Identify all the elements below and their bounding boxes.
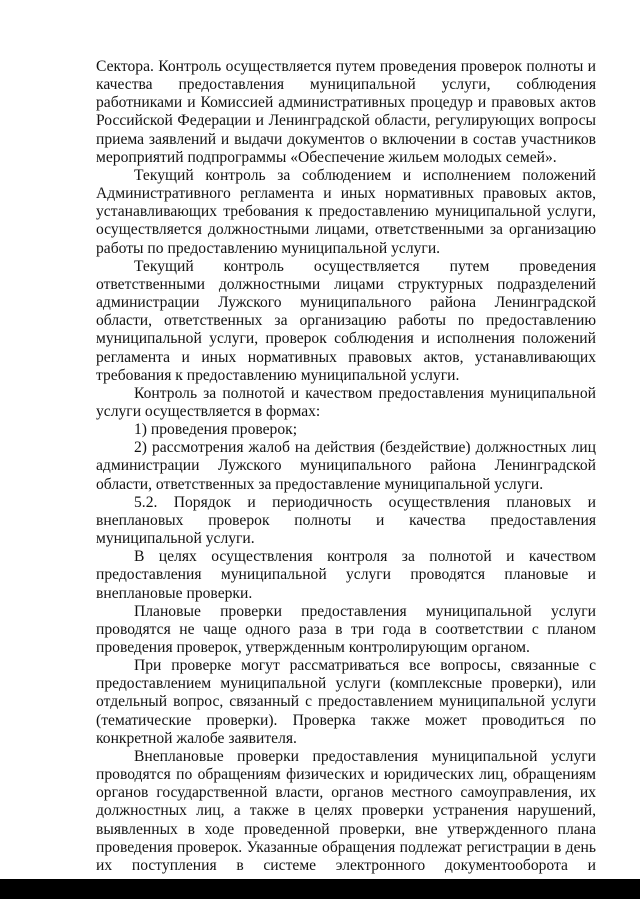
paragraph-2: Текущий контроль за соблюдением и исполнением положений Административного регламента и иных нормативных правовых актов, устанавливающих требования к предоставлению муниципальной услуги, осуществляется должностными лицами, ответственными за организацию работы по предоставлению муниципальной услуги. bbox=[96, 166, 596, 257]
list-item-2: 2) рассмотрения жалоб на действия (бездействие) должностных лиц администрации Лужского муниципального района Ленинградской области, ответственных за предоставление муниципальной услуги. bbox=[96, 439, 596, 493]
scan-bottom-border bbox=[0, 879, 640, 899]
paragraph-6: Плановые проверки предоставления муниципальной услуги проводятся не чаще одного раза в три года в соответствии с планом проведения проверок, утвержденным контролирующим органом. bbox=[96, 602, 596, 656]
paragraph-5: В целях осуществления контроля за полнотой и качеством предоставления муниципальной услуги проводятся плановые и внеплановые проверки. bbox=[96, 548, 596, 602]
paragraph-4: Контроль за полнотой и качеством предоставления муниципальной услуги осуществляется в формах: bbox=[96, 384, 596, 420]
paragraph-3: Текущий контроль осуществляется путем проведения ответственными должностными лицами структурных подразделений администрации Лужского муниципального района Ленинградской области, ответственных за организацию работы по предоставлению муниципальной услуги, проверок соблюдения и исполнения положений регламента и иных нормативных правовых актов, устанавливающих требования к предоставлению муниципальной услуги. bbox=[96, 257, 596, 384]
paragraph-7: При проверке могут рассматриваться все вопросы, связанные с предоставлением муниципальной услуги (комплексные проверки), или отдельный вопрос, связанный с предоставлением муниципальной услуги (тематические проверки). Проверка также может проводиться по конкретной жалобе заявителя. bbox=[96, 657, 596, 747]
section-heading-5-2: 5.2. Порядок и периодичность осуществления плановых и внеплановых проверок полноты и качества предоставления муниципальной услуги. bbox=[96, 493, 596, 548]
document-body bbox=[96, 58, 596, 893]
paragraph-8: Внеплановые проверки предоставления муниципальной услуги проводятся по обращениям физических и юридических лиц, обращениям органов государственной власти, органов местного самоуправления, их должностных лиц, а также в целях проверки устранения нарушений, выявленных в ходе проведенной проверки, вне утвержденного плана проведения проверок. Указанные обращения подлежат регистрации в день их поступления в системе электронного документооборота и bbox=[96, 747, 596, 874]
paragraph-1: Сектора. Контроль осуществляется путем проведения проверок полноты и качества предоставления муниципальной услуги, соблюдения работниками и Комиссией административных процедур и правовых актов Российской Федерации и Ленинградской области, регулирующих вопросы приема заявлений и выдачи документов о включении в состав участников мероприятий подпрограммы «Обеспечение жильем молодых семей». bbox=[96, 58, 596, 166]
list-item-1: 1) проведения проверок; bbox=[134, 421, 298, 439]
